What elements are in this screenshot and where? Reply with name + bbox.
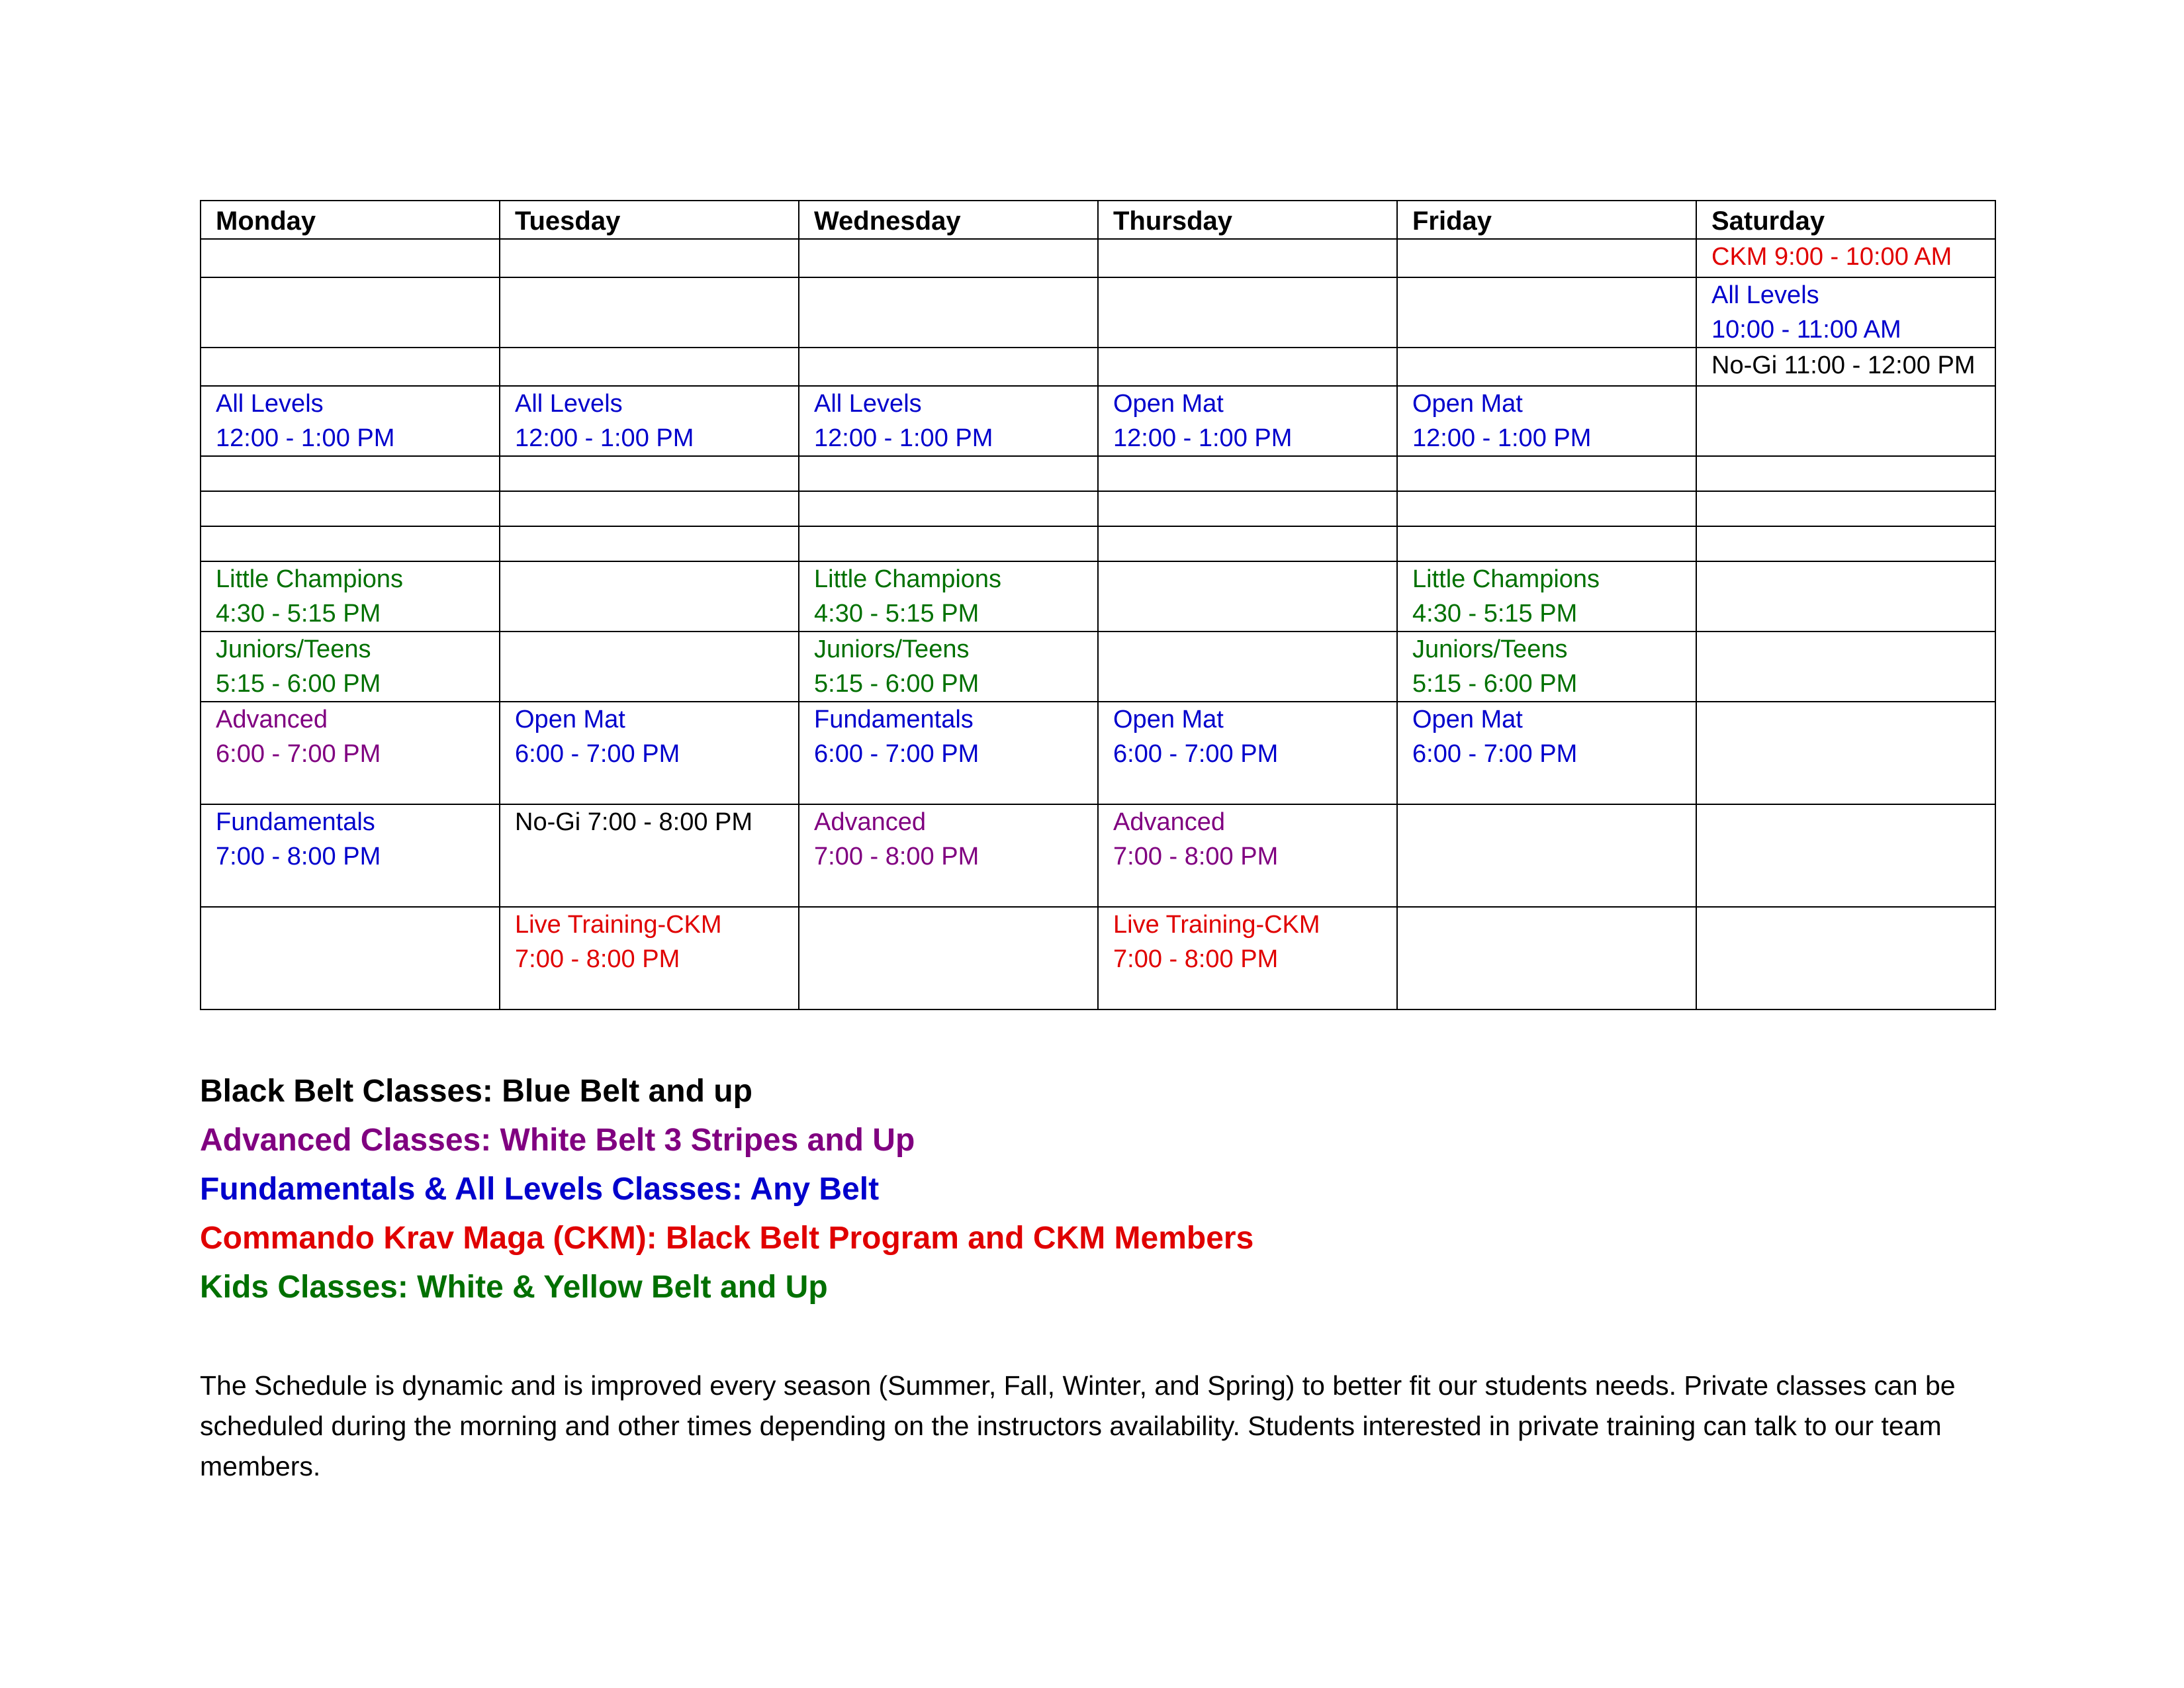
class-time: 12:00 - 1:00 PM [216, 424, 395, 452]
class-cell [1696, 348, 1995, 386]
class-cell [500, 804, 799, 907]
empty-cell [201, 348, 500, 386]
class-cell [1098, 386, 1397, 456]
day-header-wednesday: Wednesday [799, 201, 1098, 239]
schedule-row [201, 386, 1995, 456]
class-cell [201, 386, 500, 456]
empty-cell [799, 239, 1098, 277]
schedule-row [201, 348, 1995, 386]
class-time: 6:00 - 7:00 PM [515, 740, 680, 768]
class-name: Juniors/Teens [1412, 635, 1568, 663]
empty-cell [799, 456, 1098, 491]
class-name: Open Mat [515, 706, 625, 733]
class-name: Advanced [814, 808, 927, 836]
class-name: Fundamentals [216, 808, 375, 836]
class-time: 12:00 - 1:00 PM [515, 424, 694, 452]
legend-item: Commando Krav Maga (CKM): Black Belt Program and CKM Members [200, 1221, 1254, 1256]
empty-cell [1696, 907, 1995, 1009]
empty-cell [1098, 277, 1397, 348]
class-name: Fundamentals [814, 706, 974, 733]
empty-cell [201, 907, 500, 1009]
empty-cell [1397, 491, 1696, 526]
class-cell [201, 702, 500, 804]
empty-cell [1397, 277, 1696, 348]
class-name: Live Training-CKM [515, 911, 722, 939]
class-time: 5:15 - 6:00 PM [814, 670, 979, 698]
class-time: 4:30 - 5:15 PM [814, 600, 979, 628]
class-cell [500, 386, 799, 456]
class-time: 5:15 - 6:00 PM [216, 670, 381, 698]
schedule-row [201, 907, 1995, 1009]
class-name: CKM 9:00 - 10:00 AM [1711, 243, 1952, 271]
class-time: 7:00 - 8:00 PM [515, 945, 680, 973]
empty-cell [1098, 561, 1397, 632]
empty-cell [201, 491, 500, 526]
class-time: 6:00 - 7:00 PM [814, 740, 979, 768]
day-header-tuesday: Tuesday [500, 201, 799, 239]
empty-cell [799, 491, 1098, 526]
empty-cell [201, 526, 500, 561]
class-time: 4:30 - 5:15 PM [216, 600, 381, 628]
class-cell [1397, 561, 1696, 632]
empty-cell [500, 561, 799, 632]
empty-cell [1098, 456, 1397, 491]
empty-cell [201, 456, 500, 491]
class-name: Little Champions [1412, 565, 1600, 593]
class-cell [1098, 804, 1397, 907]
class-time: 5:15 - 6:00 PM [1412, 670, 1578, 698]
schedule-row [201, 632, 1995, 702]
empty-cell [500, 632, 799, 702]
empty-cell [1696, 491, 1995, 526]
class-name: No-Gi 7:00 - 8:00 PM [515, 808, 753, 836]
schedule-row [201, 561, 1995, 632]
class-cell [799, 804, 1098, 907]
empty-cell [1098, 348, 1397, 386]
class-time: 10:00 - 11:00 AM [1711, 316, 1901, 344]
day-header-row [201, 201, 1995, 239]
empty-cell [1098, 239, 1397, 277]
empty-cell [201, 239, 500, 277]
empty-cell [500, 491, 799, 526]
class-name: Open Mat [1412, 390, 1523, 418]
empty-cell [500, 277, 799, 348]
class-name: Little Champions [814, 565, 1002, 593]
schedule-row [201, 239, 1995, 277]
class-cell [1397, 632, 1696, 702]
empty-cell [1397, 348, 1696, 386]
empty-cell [1696, 386, 1995, 456]
legend-item: Kids Classes: White & Yellow Belt and Up [200, 1270, 828, 1305]
class-time: 7:00 - 8:00 PM [1113, 945, 1279, 973]
schedule-row [201, 804, 1995, 907]
class-time: 6:00 - 7:00 PM [1412, 740, 1578, 768]
class-name: Open Mat [1113, 390, 1224, 418]
class-schedule-table [200, 200, 1996, 1010]
empty-cell [1696, 561, 1995, 632]
class-time: 12:00 - 1:00 PM [1113, 424, 1293, 452]
empty-cell [500, 348, 799, 386]
class-name: Open Mat [1412, 706, 1523, 733]
class-name: All Levels [216, 390, 324, 418]
empty-cell [799, 907, 1098, 1009]
class-cell [500, 907, 799, 1009]
day-header-thursday: Thursday [1098, 201, 1397, 239]
empty-cell [1397, 456, 1696, 491]
schedule-body [201, 239, 1995, 1009]
empty-cell [500, 456, 799, 491]
class-name: All Levels [1711, 281, 1819, 309]
class-cell [1397, 702, 1696, 804]
class-cell [799, 561, 1098, 632]
legend-item: Fundamentals & All Levels Classes: Any Belt [200, 1172, 880, 1207]
class-name: Juniors/Teens [216, 635, 371, 663]
class-cell [799, 702, 1098, 804]
class-cell [1696, 239, 1995, 277]
empty-cell [1098, 632, 1397, 702]
empty-cell [1397, 907, 1696, 1009]
class-name: All Levels [515, 390, 623, 418]
class-cell [500, 702, 799, 804]
class-cell [201, 561, 500, 632]
class-name: Advanced [216, 706, 328, 733]
class-cell [1696, 277, 1995, 348]
empty-cell [1696, 804, 1995, 907]
empty-cell [1397, 239, 1696, 277]
class-time: 7:00 - 8:00 PM [216, 843, 381, 870]
class-cell [201, 632, 500, 702]
schedule-row [201, 491, 1995, 526]
empty-cell [1397, 526, 1696, 561]
class-time: 6:00 - 7:00 PM [1113, 740, 1279, 768]
empty-cell [1696, 702, 1995, 804]
legend-item: Black Belt Classes: Blue Belt and up [200, 1074, 752, 1109]
class-name: Live Training-CKM [1113, 911, 1320, 939]
schedule-note: The Schedule is dynamic and is improved every season (Summer, Fall, Winter, and Spring) to better fit our students needs. Private classes can be scheduled during the morning and other times depending on the instructors availability. Students interested in private training can talk to our team members. [200, 1370, 1956, 1481]
class-cell [201, 804, 500, 907]
class-time: 7:00 - 8:00 PM [1113, 843, 1279, 870]
empty-cell [1098, 526, 1397, 561]
empty-cell [1098, 491, 1397, 526]
class-time: 6:00 - 7:00 PM [216, 740, 381, 768]
empty-cell [201, 277, 500, 348]
empty-cell [1696, 526, 1995, 561]
class-cell [1397, 386, 1696, 456]
empty-cell [500, 526, 799, 561]
empty-cell [1397, 804, 1696, 907]
class-name: Advanced [1113, 808, 1226, 836]
class-time: 7:00 - 8:00 PM [814, 843, 979, 870]
empty-cell [500, 239, 799, 277]
day-header-friday: Friday [1397, 201, 1696, 239]
schedule-header [201, 201, 1995, 239]
class-name: Open Mat [1113, 706, 1224, 733]
class-legend [200, 1067, 1253, 1312]
schedule-row [201, 277, 1995, 348]
class-name: All Levels [814, 390, 922, 418]
legend-item: Advanced Classes: White Belt 3 Stripes and Up [200, 1123, 915, 1158]
class-time: 12:00 - 1:00 PM [1412, 424, 1592, 452]
empty-cell [1696, 632, 1995, 702]
class-time: 12:00 - 1:00 PM [814, 424, 993, 452]
class-name: Juniors/Teens [814, 635, 970, 663]
class-name: No-Gi 11:00 - 12:00 PM [1711, 352, 1976, 379]
empty-cell [1696, 456, 1995, 491]
day-header-monday: Monday [201, 201, 500, 239]
class-cell [1098, 907, 1397, 1009]
day-header-saturday: Saturday [1696, 201, 1995, 239]
schedule-row [201, 456, 1995, 491]
class-name: Little Champions [216, 565, 404, 593]
empty-cell [799, 277, 1098, 348]
class-time: 4:30 - 5:15 PM [1412, 600, 1578, 628]
schedule-row [201, 526, 1995, 561]
empty-cell [799, 348, 1098, 386]
schedule-row [201, 702, 1995, 804]
empty-cell [799, 526, 1098, 561]
class-cell [799, 632, 1098, 702]
class-cell [799, 386, 1098, 456]
class-cell [1098, 702, 1397, 804]
